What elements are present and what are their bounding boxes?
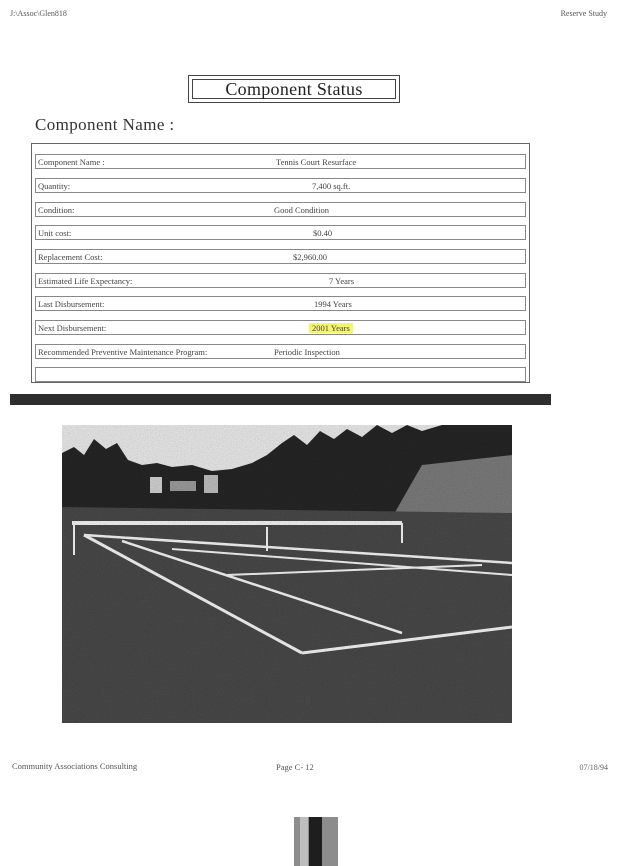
row-label: Replacement Cost: bbox=[38, 252, 103, 262]
header-document-type: Reserve Study bbox=[560, 9, 607, 18]
row-label: Condition: bbox=[38, 205, 75, 215]
row-value: $2,960.00 bbox=[293, 252, 327, 262]
binder-tab-light-stripe bbox=[300, 817, 308, 866]
row-label: Unit cost: bbox=[38, 228, 72, 238]
row-value: 7,400 sq.ft. bbox=[312, 181, 351, 191]
row-label: Recommended Preventive Maintenance Program: bbox=[38, 347, 208, 357]
tennis-court-photo bbox=[62, 425, 512, 723]
table-row-unit-cost bbox=[35, 225, 526, 240]
table-row-last-disbursement bbox=[35, 296, 526, 311]
row-label: Quantity: bbox=[38, 181, 71, 191]
row-label: Estimated Life Expectancy: bbox=[38, 276, 133, 286]
table-row-replacement-cost bbox=[35, 249, 526, 264]
table-row-next-disbursement bbox=[35, 320, 526, 335]
table-row-maintenance-program bbox=[35, 344, 526, 359]
row-value-highlighted: 2001 Years bbox=[309, 323, 353, 333]
page-title: Component Status bbox=[225, 78, 363, 99]
footer-page-number: Page C- 12 bbox=[276, 762, 314, 772]
row-value: 1994 Years bbox=[314, 299, 352, 309]
row-value: $0.40 bbox=[313, 228, 333, 238]
component-name-heading: Component Name : bbox=[35, 115, 175, 134]
table-row-condition bbox=[35, 202, 526, 217]
row-label: Next Disbursement: bbox=[38, 323, 107, 333]
header-file-path: J:\Assoc\Glen818 bbox=[10, 9, 67, 18]
binder-tab-mark bbox=[294, 817, 338, 866]
table-row-empty bbox=[35, 367, 526, 382]
table-row-component-name bbox=[35, 154, 526, 169]
row-label: Last Disbursement: bbox=[38, 299, 105, 309]
row-value: 7 Years bbox=[329, 276, 355, 286]
row-value: Tennis Court Resurface bbox=[276, 157, 357, 167]
row-value: Good Condition bbox=[274, 205, 330, 215]
title-box bbox=[188, 75, 400, 103]
footer-company: Community Associations Consulting bbox=[12, 761, 138, 771]
tennis-court-photo-drawing bbox=[62, 425, 512, 723]
section-divider-bar bbox=[10, 394, 551, 405]
table-row-life-expectancy bbox=[35, 273, 526, 288]
footer-date: 07/18/94 bbox=[579, 763, 608, 772]
table-row-quantity bbox=[35, 178, 526, 193]
row-label: Component Name : bbox=[38, 157, 105, 167]
binder-tab-dark-stripe bbox=[309, 817, 322, 866]
row-value: Periodic Inspection bbox=[274, 347, 340, 357]
component-status-table bbox=[31, 143, 530, 383]
